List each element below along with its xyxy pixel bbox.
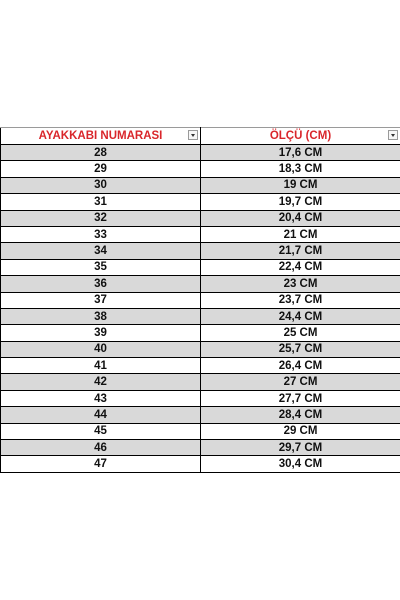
cell-length[interactable]: 24,4 CM [201, 308, 400, 324]
table-row [1, 259, 400, 275]
cell-length[interactable]: 19 CM [201, 177, 400, 193]
cell-length[interactable]: 28,4 CM [201, 407, 400, 423]
table-row [1, 177, 400, 193]
cell-size[interactable]: 34 [1, 243, 201, 259]
cell-length[interactable]: 21 CM [201, 226, 400, 242]
cell-length[interactable]: 27 CM [201, 374, 400, 390]
cell-size[interactable]: 35 [1, 259, 201, 275]
cell-size[interactable]: 32 [1, 210, 201, 226]
cell-size[interactable]: 43 [1, 390, 201, 406]
table-row [1, 292, 400, 308]
cell-length[interactable]: 27,7 CM [201, 390, 400, 406]
cell-length[interactable]: 18,3 CM [201, 161, 400, 177]
table-row [1, 308, 400, 324]
cell-size[interactable]: 46 [1, 440, 201, 456]
cell-length[interactable]: 30,4 CM [201, 456, 400, 472]
cell-length[interactable]: 25,7 CM [201, 341, 400, 357]
cell-length[interactable]: 20,4 CM [201, 210, 400, 226]
table-row [1, 341, 400, 357]
cell-length[interactable]: 23,7 CM [201, 292, 400, 308]
cell-size[interactable]: 41 [1, 358, 201, 374]
header-shoe-size [1, 128, 201, 145]
cell-length[interactable]: 25 CM [201, 325, 400, 341]
cell-size[interactable]: 44 [1, 407, 201, 423]
header-shoe-size-label: AYAKKABI NUMARASI [38, 130, 163, 142]
size-chart-table [0, 127, 400, 473]
table-row [1, 276, 400, 292]
cell-size[interactable]: 37 [1, 292, 201, 308]
header-length [201, 128, 400, 145]
table-row [1, 210, 400, 226]
cell-size[interactable]: 38 [1, 308, 201, 324]
cell-length[interactable]: 19,7 CM [201, 194, 400, 210]
table-row [1, 145, 400, 161]
cell-size[interactable]: 40 [1, 341, 201, 357]
cell-size[interactable]: 42 [1, 374, 201, 390]
cell-size[interactable]: 30 [1, 177, 201, 193]
table-row [1, 325, 400, 341]
table-row [1, 423, 400, 439]
cell-length[interactable]: 22,4 CM [201, 259, 400, 275]
table-row [1, 243, 400, 259]
cell-size[interactable]: 29 [1, 161, 201, 177]
size-chart-sheet [0, 127, 400, 473]
table-row [1, 407, 400, 423]
cell-length[interactable]: 23 CM [201, 276, 400, 292]
table-row [1, 358, 400, 374]
cell-size[interactable]: 39 [1, 325, 201, 341]
cell-size[interactable]: 36 [1, 276, 201, 292]
table-row [1, 194, 400, 210]
table-row [1, 161, 400, 177]
cell-size[interactable]: 47 [1, 456, 201, 472]
table-row [1, 390, 400, 406]
table-row [1, 374, 400, 390]
filter-dropdown-icon[interactable] [188, 130, 198, 140]
cell-size[interactable]: 45 [1, 423, 201, 439]
cell-length[interactable]: 29,7 CM [201, 440, 400, 456]
table-row [1, 440, 400, 456]
cell-size[interactable]: 33 [1, 226, 201, 242]
table-row [1, 226, 400, 242]
header-row [1, 128, 400, 145]
table-row [1, 456, 400, 472]
cell-length[interactable]: 29 CM [201, 423, 400, 439]
cell-length[interactable]: 17,6 CM [201, 145, 400, 161]
cell-size[interactable]: 31 [1, 194, 201, 210]
cell-length[interactable]: 21,7 CM [201, 243, 400, 259]
header-length-label: ÖLÇÜ (CM) [269, 130, 332, 142]
size-rows [1, 145, 400, 473]
cell-size[interactable]: 28 [1, 145, 201, 161]
filter-dropdown-icon[interactable] [388, 130, 398, 140]
cell-length[interactable]: 26,4 CM [201, 358, 400, 374]
